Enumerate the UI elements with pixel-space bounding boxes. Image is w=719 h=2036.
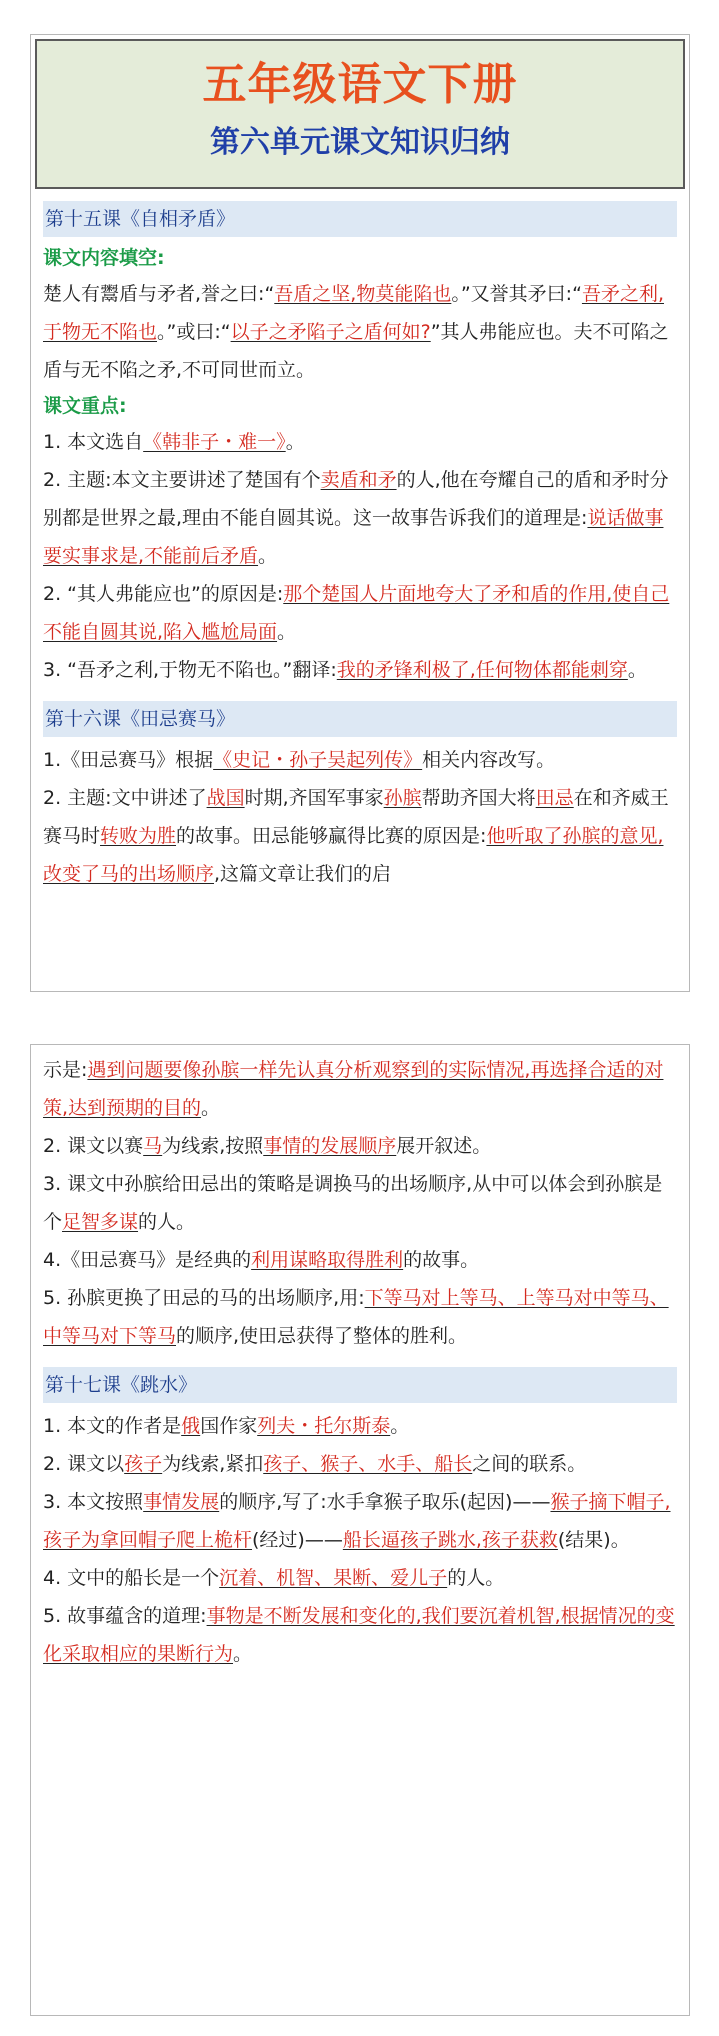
section-heading: 课文重点:: [43, 395, 127, 417]
answer-text: 孩子、猴子、水手、船长: [263, 1453, 473, 1475]
lesson-heading: 第十六课《田忌赛马》: [43, 701, 677, 737]
plain-text: 。: [285, 431, 305, 453]
text-paragraph: [43, 741, 677, 779]
plain-text: 帮助齐国大将: [421, 787, 536, 809]
text-paragraph: [43, 423, 677, 461]
plain-text: 。: [390, 1415, 410, 1437]
plain-text: 2. 课文以: [43, 1453, 125, 1475]
answer-text: 卖盾和矛: [320, 469, 397, 491]
plain-text: 为线索,紧扣: [162, 1453, 264, 1475]
plain-text: 4.《田忌赛马》是经典的: [43, 1249, 252, 1271]
plain-text: 为线索,按照: [162, 1135, 264, 1157]
plain-text: 。: [233, 1643, 253, 1665]
plain-text: 。: [201, 1097, 221, 1119]
plain-text: 。: [258, 545, 278, 567]
lesson-heading: 第十七课《跳水》: [43, 1367, 677, 1403]
text-paragraph: [43, 651, 677, 689]
page-sheet-2: [30, 1044, 690, 2016]
text-paragraph: [43, 1051, 677, 1127]
plain-text: 展开叙述。: [396, 1135, 492, 1157]
lesson-heading: 第十五课《自相矛盾》: [43, 201, 677, 237]
plain-text: 相关内容改写。: [422, 749, 556, 771]
answer-text: 孩子: [124, 1453, 163, 1475]
plain-text: 的故事。: [403, 1249, 480, 1271]
plain-text: 。”又誉其矛曰:“: [451, 283, 582, 305]
plain-text: 的人。: [138, 1211, 196, 1233]
page1-content: [31, 201, 689, 893]
plain-text: 时期,齐国军事家: [244, 787, 384, 809]
plain-text: 2. 课文以赛: [43, 1135, 144, 1157]
plain-text: 5. 故事蕴含的道理:: [43, 1605, 207, 1627]
answer-text: 事物是不断发展和变化的,我们要沉着机智,根据情况的变化采取相应的果断行为: [43, 1605, 675, 1665]
plain-text: 2. 主题:文中讲述了: [43, 787, 207, 809]
answer-text: 船长逼孩子跳水,孩子获救: [342, 1529, 558, 1551]
plain-text: 2. 主题:本文主要讲述了楚国有个: [43, 469, 321, 491]
answer-text: 事情的发展顺序: [263, 1135, 397, 1157]
plain-text: 1.《田忌赛马》根据: [43, 749, 214, 771]
page2-content: [31, 1045, 689, 1673]
text-paragraph: [43, 1241, 677, 1279]
answer-text: 足智多谋: [62, 1211, 139, 1233]
section-heading: 课文内容填空:: [43, 247, 165, 269]
plain-text: 5. 孙膑更换了田忌的马的出场顺序,用:: [43, 1287, 365, 1309]
plain-text: 国作家: [200, 1415, 258, 1437]
answer-text: 事情发展: [143, 1491, 220, 1513]
answer-text: 转败为胜: [100, 825, 177, 847]
plain-text: 4. 文中的船长是一个: [43, 1567, 220, 1589]
text-paragraph: [43, 275, 677, 389]
plain-text: 在和齐威王赛马时: [43, 787, 669, 847]
answer-text: 那个楚国人片面地夸大了矛和盾的作用,使自己不能自圆其说,陷入尴尬局面: [43, 583, 670, 643]
text-paragraph: [43, 1127, 677, 1165]
sub-title: 第六单元课文知识归纳: [210, 125, 510, 160]
text-paragraph: [43, 1165, 677, 1241]
answer-text: 俄: [181, 1415, 201, 1437]
answer-text: 《韩非子・难一》: [143, 431, 286, 453]
text-paragraph: [43, 1483, 677, 1559]
main-title: 五年级语文下册: [202, 59, 518, 110]
answer-text: 田忌: [535, 787, 574, 809]
answer-text: 我的矛锋利极了,任何物体都能刺穿: [336, 659, 628, 681]
answer-text: 沉着、机智、果断、爱儿子: [219, 1567, 448, 1589]
text-paragraph: [43, 1445, 677, 1483]
plain-text: 3. “吾矛之利,于物无不陷也。”翻译:: [43, 659, 337, 681]
plain-text: 3. 本文按照: [43, 1491, 144, 1513]
plain-text: 。: [627, 659, 647, 681]
plain-text: 。”或曰:“: [157, 321, 231, 343]
answer-text: 以子之矛陷子之盾何如?: [230, 321, 431, 343]
answer-text: 孙膑: [383, 787, 422, 809]
plain-text: 。: [277, 621, 297, 643]
plain-text: 的顺序,使田忌获得了整体的胜利。: [176, 1325, 468, 1347]
answer-text: 《史记・孙子吴起列传》: [213, 749, 423, 771]
text-paragraph: [43, 575, 677, 651]
plain-text: 3. 课文中孙膑给田忌出的策略是调换马的出场顺序,从中可以体会到孙膑是个: [43, 1173, 663, 1233]
answer-text: 下等马对上等马、上等马对中等马、中等马对下等马: [43, 1287, 669, 1347]
plain-text: 1. 本文选自: [43, 431, 144, 453]
text-paragraph: [43, 1597, 677, 1673]
text-paragraph: [43, 1407, 677, 1445]
answer-text: 说话做事要实事求是,不能前后矛盾: [43, 507, 664, 567]
text-paragraph: [43, 779, 677, 893]
plain-text: 的人。: [447, 1567, 505, 1589]
plain-text: 的故事。田忌能够赢得比赛的原因是:: [176, 825, 487, 847]
answer-text: 列夫・托尔斯泰: [257, 1415, 391, 1437]
answer-text: 马: [143, 1135, 163, 1157]
plain-text: (结果)。: [557, 1529, 630, 1551]
answer-text: 猴子摘下帽子,孩子为拿回帽子爬上桅杆: [43, 1491, 671, 1551]
answer-text: 遇到问题要像孙膑一样先认真分析观察到的实际情况,再选择合适的对策,达到预期的目的: [43, 1059, 664, 1119]
answer-text: 战国: [206, 787, 245, 809]
plain-text: 2. “其人弗能应也”的原因是:: [43, 583, 284, 605]
text-paragraph: [43, 1279, 677, 1355]
plain-text: (经过)——: [252, 1529, 343, 1551]
plain-text: ”其人弗能应也。夫不可陷之盾与无不陷之矛,不可同世而立。: [43, 321, 669, 381]
header-banner: [35, 39, 685, 189]
page-sheet-1: [30, 34, 690, 992]
plain-text: 楚人有鬻盾与矛者,誉之曰:“: [43, 283, 275, 305]
answer-text: 利用谋略取得胜利: [251, 1249, 404, 1271]
plain-text: 的顺序,写了:水手拿猴子取乐(起因)——: [219, 1491, 551, 1513]
plain-text: 1. 本文的作者是: [43, 1415, 182, 1437]
plain-text: 之间的联系。: [472, 1453, 587, 1475]
plain-text: 示是:: [43, 1059, 88, 1081]
answer-text: 他听取了孙膑的意见,改变了马的出场顺序: [43, 825, 664, 885]
text-paragraph: [43, 461, 677, 575]
plain-text: ,这篇文章让我们的启: [214, 863, 392, 885]
plain-text: 的人,他在夸耀自己的盾和矛时分别都是世界之最,理由不能自圆其说。这一故事告诉我们的道理是:: [43, 469, 669, 529]
answer-text: 吾矛之利,于物无不陷也: [43, 283, 664, 343]
answer-text: 吾盾之坚,物莫能陷也: [274, 283, 452, 305]
text-paragraph: [43, 1559, 677, 1597]
